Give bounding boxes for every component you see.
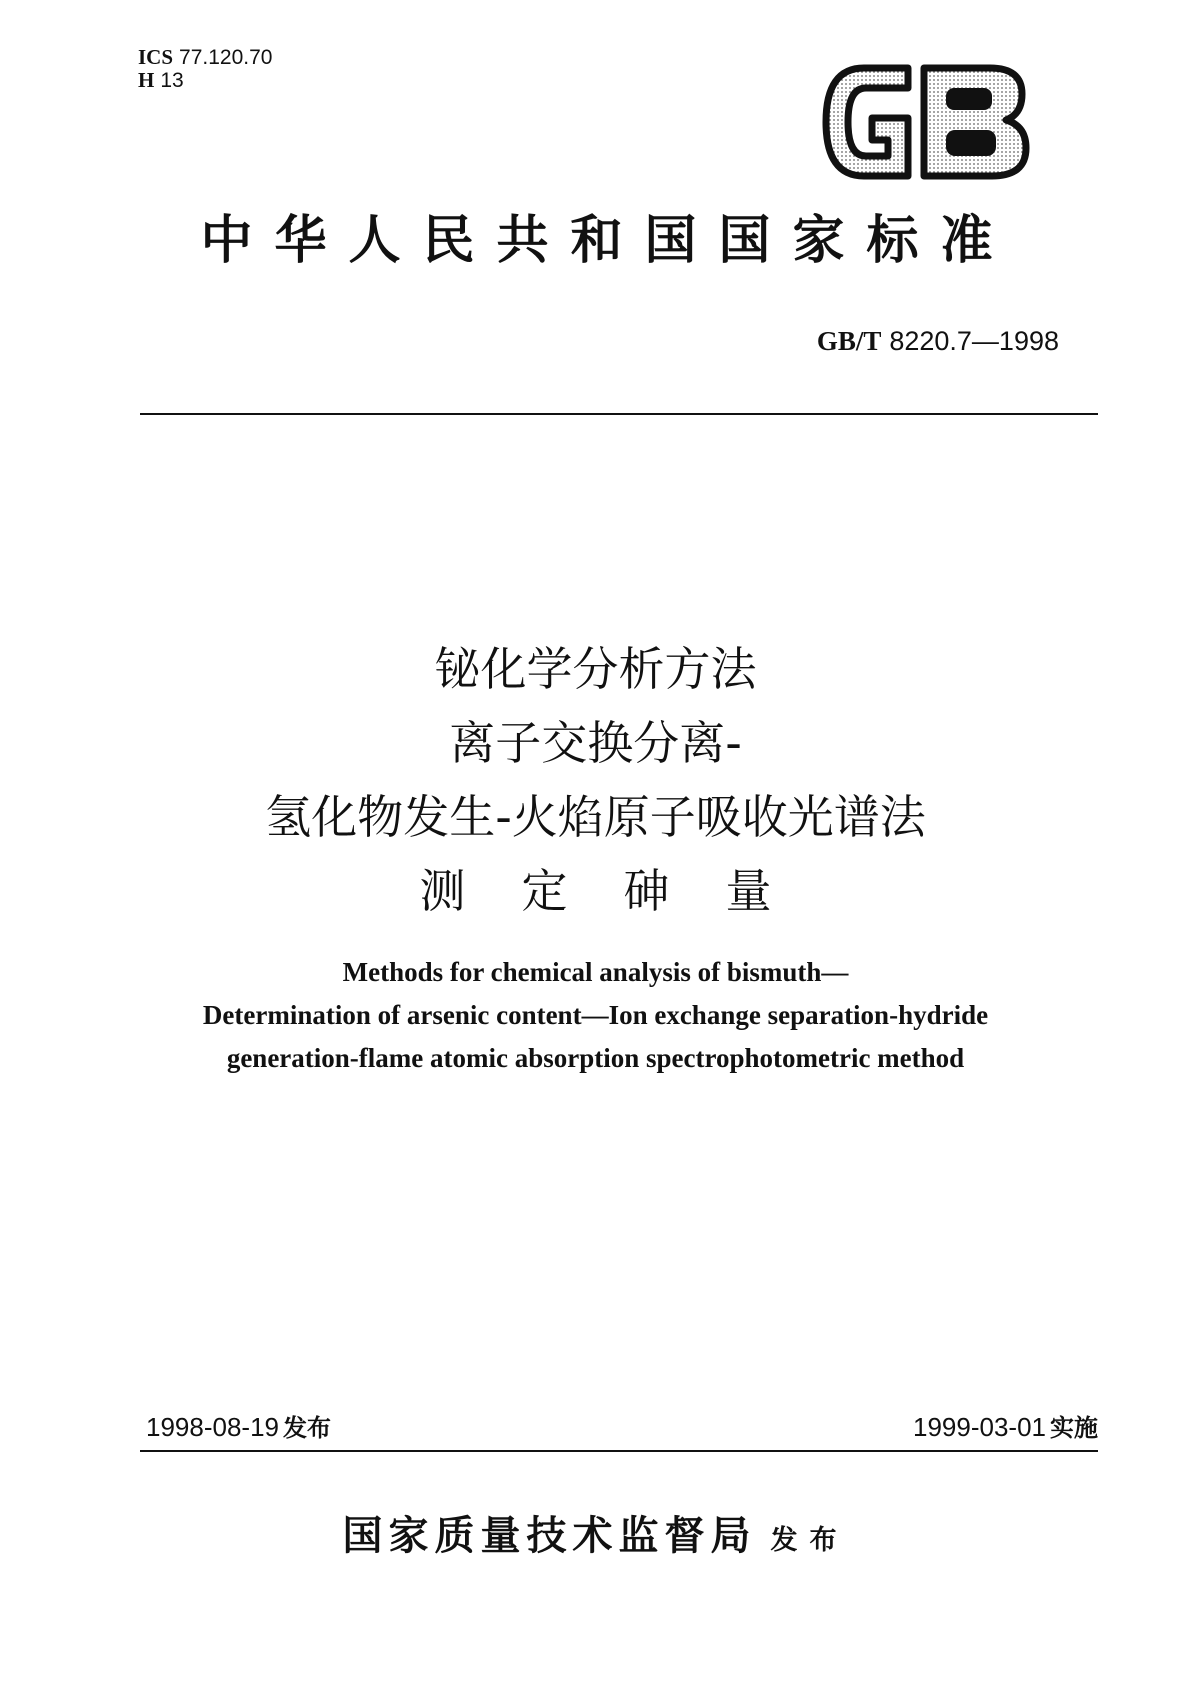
header-divider (140, 413, 1098, 415)
en-title-line1: Methods for chemical analysis of bismuth— (342, 957, 849, 987)
effective-date (913, 1408, 1098, 1443)
cn-title-line1: 铋化学分析方法 (434, 642, 757, 696)
ics-label: ICS (138, 45, 174, 69)
issuer (0, 1504, 1191, 1561)
en-title-line3: generation-flame atomic absorption spectrophotometric method (226, 1043, 965, 1073)
ccs-value: 13 (160, 69, 184, 92)
gb-logo-b (924, 68, 1026, 176)
gb-logo-g (826, 68, 908, 176)
standard-number-prefix: GB/T (816, 326, 882, 356)
classification-codes (138, 46, 272, 92)
ccs-label: H (138, 68, 155, 92)
issuer-action: 发布 (770, 1525, 849, 1556)
effective-date-value: 1999-03-01 (913, 1412, 1046, 1442)
gb-logo (820, 62, 1030, 182)
standard-number-value: 8220.7—1998 (889, 326, 1059, 356)
footer-divider (140, 1450, 1098, 1452)
cn-title-line4: 测定砷量 (419, 864, 828, 918)
ccs-code (138, 69, 272, 92)
ics-code (138, 46, 272, 69)
standard-number (817, 326, 1059, 357)
issue-date (146, 1408, 331, 1443)
en-title-line2: Determination of arsenic content—Ion exchange separation-hydride (202, 1000, 989, 1030)
issue-date-label: 发布 (283, 1414, 331, 1442)
issue-date-value: 1998-08-19 (146, 1412, 279, 1442)
issuer-organization: 国家质量技术监督局 (342, 1512, 757, 1559)
ics-value: 77.120.70 (179, 46, 273, 69)
cn-title-line3: 氢化物发生-火焰原子吸收光谱法 (265, 790, 926, 844)
cn-title-line2: 离子交换分离- (449, 716, 742, 770)
national-standard-title: 中华人民共和国国家标准 (200, 210, 1015, 271)
effective-date-label: 实施 (1050, 1414, 1098, 1442)
